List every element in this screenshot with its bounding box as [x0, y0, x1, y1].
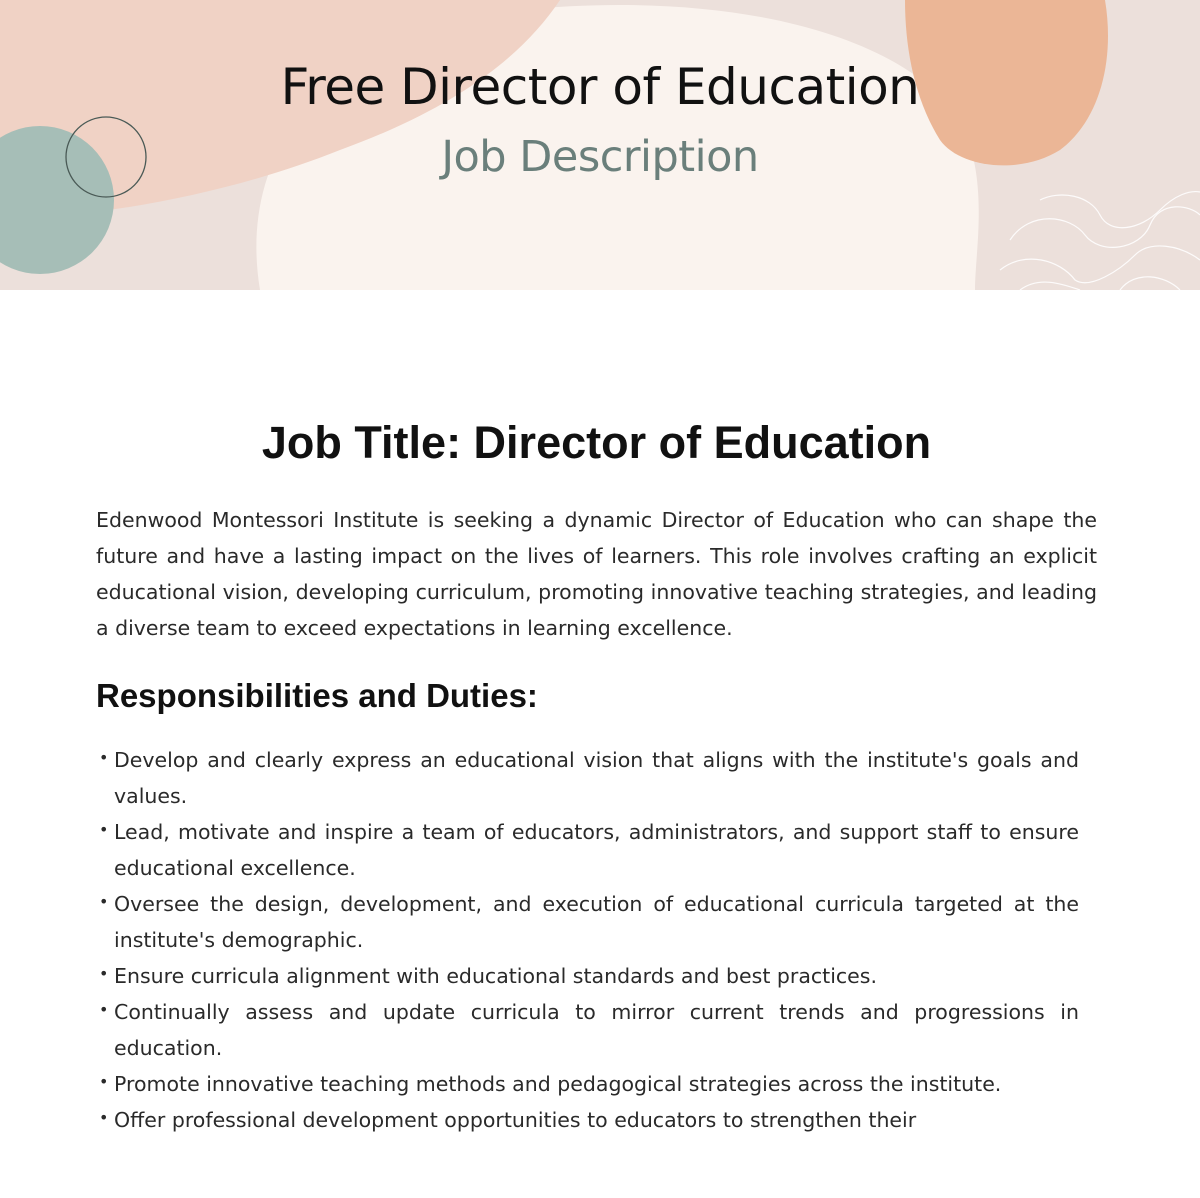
- list-item: [96, 742, 1079, 814]
- header-banner: [0, 0, 1200, 290]
- duty-text: Ensure curricula alignment with educational standards and best practices.: [114, 964, 877, 988]
- bullet-glyph: •: [99, 1108, 109, 1127]
- bullet-glyph: •: [99, 748, 109, 767]
- list-item: [96, 886, 1079, 958]
- duty-text: Oversee the design, development, and execution of educational curricula targeted at the institute's demographic.: [114, 892, 1079, 952]
- squiggle-lines: [1000, 192, 1200, 290]
- responsibilities-heading: Responsibilities and Duties:: [96, 677, 538, 714]
- list-item: [96, 1066, 1079, 1102]
- duty-text: Continually assess and update curricula to mirror current trends and progressions in education.: [114, 1000, 1079, 1060]
- duty-text: Lead, motivate and inspire a team of educators, administrators, and support staff to ensure educational excellence.: [114, 820, 1079, 880]
- document-body: [96, 412, 1097, 1138]
- bullet-glyph: •: [99, 820, 109, 839]
- bullet-glyph: •: [99, 892, 109, 911]
- duties-list: [96, 742, 1079, 1138]
- document-title: Free Director of Education: [280, 58, 920, 116]
- job-title-heading: Job Title: Director of Education: [261, 417, 932, 468]
- bullet-glyph: •: [99, 1000, 109, 1019]
- duty-text: Offer professional development opportunities to educators to strengthen their: [114, 1108, 917, 1132]
- list-item: [96, 958, 1079, 994]
- duty-text: Promote innovative teaching methods and pedagogical strategies across the institute.: [114, 1072, 1002, 1096]
- duty-text: Develop and clearly express an educational vision that aligns with the institute's goals and values.: [114, 748, 1079, 808]
- list-item: [96, 994, 1079, 1066]
- bullet-glyph: •: [99, 964, 109, 983]
- list-item: [96, 1102, 1079, 1138]
- document-subtitle: Job Description: [441, 132, 759, 182]
- bullet-glyph: •: [99, 1072, 109, 1091]
- list-item: [96, 814, 1079, 886]
- intro-paragraph: Edenwood Montessori Institute is seeking a dynamic Director of Education who can shape the future and have a lasting impact on the lives of learners. This role involves crafting an explicit educational vision, developing curriculum, promoting innovative teaching strategies, and leading a diverse team to exceed expectations in learning excellence.: [96, 508, 1097, 640]
